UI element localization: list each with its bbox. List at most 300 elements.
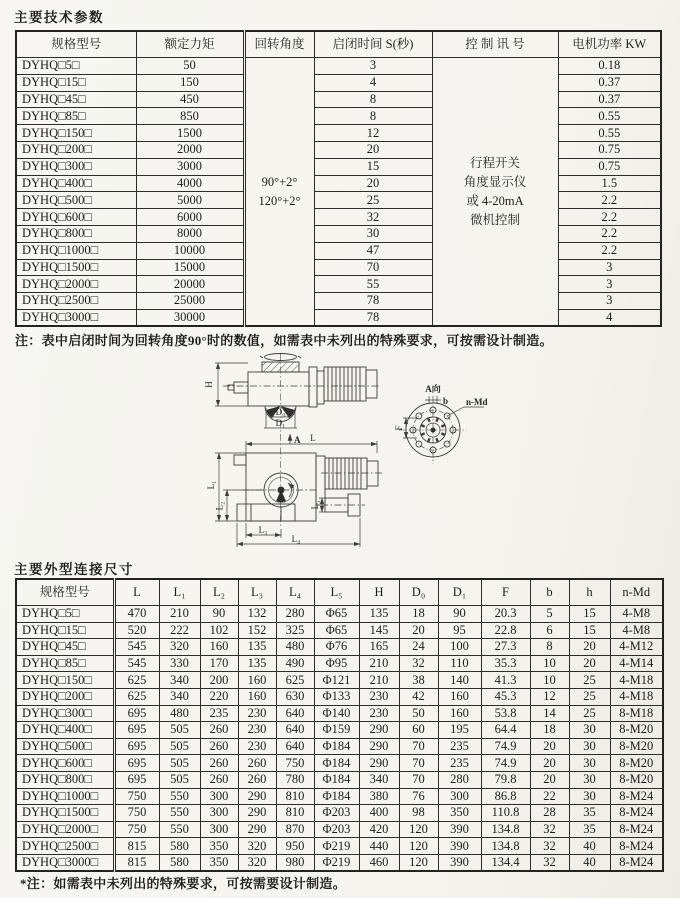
table-cell: 300 xyxy=(200,805,238,822)
table-cell: 290 xyxy=(238,805,276,822)
table-cell: 260 xyxy=(238,771,276,788)
table-cell: 35 xyxy=(569,805,610,822)
table-cell: 640 xyxy=(276,722,314,739)
header-row xyxy=(16,579,663,606)
table-cell: Φ184 xyxy=(314,771,359,788)
table-cell: 260 xyxy=(200,722,238,739)
table-cell: 20.3 xyxy=(481,606,530,623)
table-cell: 8-M24 xyxy=(610,854,663,871)
tech-params-table xyxy=(15,30,662,327)
table-cell: 222 xyxy=(159,622,200,639)
table-cell: 625 xyxy=(114,688,159,705)
table-cell: 0.18 xyxy=(558,58,661,75)
table-cell: 2.2 xyxy=(558,225,661,242)
column-header: 启闭时间 S(秒) xyxy=(314,31,432,58)
column-header: L₁ xyxy=(159,579,200,606)
table-cell: 20 xyxy=(314,141,432,158)
table-cell: 695 xyxy=(114,771,159,788)
table-cell: 815 xyxy=(114,854,159,871)
table-cell: 70 xyxy=(399,771,438,788)
table-cell: 260 xyxy=(200,755,238,772)
table-cell: 134.8 xyxy=(481,838,530,855)
top-view xyxy=(215,354,381,445)
table-cell: 8-M24 xyxy=(610,838,663,855)
table-cell: 30 xyxy=(569,788,610,805)
control-signal-cell: 行程开关 角度显示仪 或 4-20mA 微机控制 xyxy=(432,58,558,327)
table-cell: 280 xyxy=(438,771,481,788)
column-header: H xyxy=(359,579,399,606)
table-cell: 545 xyxy=(114,639,159,656)
table-row xyxy=(16,688,663,705)
dim-label-h: H xyxy=(204,381,214,388)
table-cell: 980 xyxy=(276,854,314,871)
table-cell: DYHQ□45□ xyxy=(16,639,114,656)
table-cell: DYHQ□800□ xyxy=(16,771,114,788)
table-cell: Φ184 xyxy=(314,755,359,772)
table-cell: 20 xyxy=(399,622,438,639)
table-cell: 28 xyxy=(530,805,569,822)
table-cell: DYHQ□300□ xyxy=(16,705,114,722)
table-row xyxy=(16,91,661,108)
column-header: 规格型号 xyxy=(16,579,114,606)
table-cell: 50 xyxy=(399,705,438,722)
table-cell: DYHQ□3000□ xyxy=(16,309,136,326)
table-cell: 470 xyxy=(114,606,159,623)
table-cell: 8-M18 xyxy=(610,705,663,722)
table-cell: 10 xyxy=(530,655,569,672)
table-row xyxy=(16,788,663,805)
table-cell: DYHQ□150□ xyxy=(16,672,114,689)
section2-note: *注：如需表中未列出的特殊要求，可按需要设计制造。 xyxy=(20,876,347,891)
table-row xyxy=(16,755,663,772)
table-cell: 0.55 xyxy=(558,125,661,142)
table-cell: 0.55 xyxy=(558,108,661,125)
dim-label-l4: L₄ xyxy=(291,534,301,544)
table-cell: 134.8 xyxy=(481,821,530,838)
table-cell: 90 xyxy=(438,606,481,623)
table-cell: 60 xyxy=(399,722,438,739)
motor-flange xyxy=(309,367,317,407)
table-cell: 53.8 xyxy=(481,705,530,722)
table-cell: 55 xyxy=(314,276,432,293)
table-cell: 30 xyxy=(314,225,432,242)
table-cell: DYHQ□200□ xyxy=(16,141,136,158)
table-row xyxy=(16,821,663,838)
table-cell: 8-M24 xyxy=(610,805,663,822)
table-cell: 18 xyxy=(399,606,438,623)
table-cell: 140 xyxy=(438,672,481,689)
table-cell: 340 xyxy=(159,688,200,705)
section1-note: 注：表中启闭时间为回转角度90°时的数值，如需表中未列出的特殊要求，可按需设计制造。 xyxy=(15,333,553,348)
table-cell: 8 xyxy=(314,108,432,125)
table-cell: 8000 xyxy=(136,225,244,242)
table-cell: 4-M12 xyxy=(610,639,663,656)
table-cell: 2.2 xyxy=(558,242,661,259)
table-cell: 160 xyxy=(200,639,238,656)
table-cell: 95 xyxy=(438,622,481,639)
table-cell: 8 xyxy=(530,639,569,656)
table-cell: 135 xyxy=(238,639,276,656)
dim-label-d0: D₀ xyxy=(275,407,286,417)
table-cell: 545 xyxy=(114,655,159,672)
table-cell: 132 xyxy=(238,606,276,623)
header-row xyxy=(16,31,661,58)
table-row xyxy=(16,158,661,175)
table-cell: 230 xyxy=(359,688,399,705)
table-cell: 870 xyxy=(276,821,314,838)
table-cell: 160 xyxy=(438,705,481,722)
table-cell: 3 xyxy=(558,293,661,310)
table-cell: DYHQ□2000□ xyxy=(16,821,114,838)
table-cell: 5000 xyxy=(136,192,244,209)
table-cell: 290 xyxy=(238,788,276,805)
table-cell: 695 xyxy=(114,705,159,722)
table-cell: Φ159 xyxy=(314,722,359,739)
table-row xyxy=(16,606,663,623)
table-cell: 330 xyxy=(159,655,200,672)
table-cell: 78 xyxy=(314,309,432,326)
dim-label-f: F xyxy=(394,425,404,431)
table-cell: 350 xyxy=(200,854,238,871)
table-cell: 2.2 xyxy=(558,209,661,226)
table-cell: 25 xyxy=(569,688,610,705)
table-cell: 235 xyxy=(438,755,481,772)
table-cell: DYHQ□85□ xyxy=(16,108,136,125)
table-row xyxy=(16,192,661,209)
table-cell: DYHQ□400□ xyxy=(16,722,114,739)
column-header: n-Md xyxy=(610,579,663,606)
table-row xyxy=(16,141,661,158)
table-cell: 340 xyxy=(359,771,399,788)
table-cell: 120 xyxy=(399,854,438,871)
table-cell: 32 xyxy=(314,209,432,226)
table-cell: 135 xyxy=(238,655,276,672)
table-cell: 8-M20 xyxy=(610,771,663,788)
limit-switch-lever xyxy=(234,455,246,465)
table-cell: 400 xyxy=(359,805,399,822)
table-cell: DYHQ□500□ xyxy=(16,738,114,755)
table-cell: 695 xyxy=(114,738,159,755)
dim-label-l: L xyxy=(310,433,316,443)
table-cell: 4 xyxy=(558,309,661,326)
table-cell: 74.9 xyxy=(481,755,530,772)
table-cell: Φ219 xyxy=(314,854,359,871)
table-row xyxy=(16,175,661,192)
column-header: 电机功率 KW xyxy=(558,31,661,58)
table-cell: 40 xyxy=(569,838,610,855)
table-cell: 290 xyxy=(238,821,276,838)
table-cell: DYHQ□15□ xyxy=(16,74,136,91)
table-cell: 810 xyxy=(276,805,314,822)
motor-cap xyxy=(366,370,377,398)
dim-label-l2: L₂ xyxy=(214,501,225,511)
table-cell: 550 xyxy=(159,805,200,822)
table-cell: 20000 xyxy=(136,276,244,293)
dim-label-l5: L₅ xyxy=(310,500,320,510)
table-cell: 3000 xyxy=(136,158,244,175)
table-cell: 0.37 xyxy=(558,74,661,91)
column-header: L₂ xyxy=(200,579,238,606)
table-cell: 230 xyxy=(238,738,276,755)
table-cell: 750 xyxy=(276,755,314,772)
table-cell: 390 xyxy=(438,821,481,838)
table-cell: 25 xyxy=(314,192,432,209)
table-row xyxy=(16,639,663,656)
table-row xyxy=(16,771,663,788)
table-cell: 625 xyxy=(276,672,314,689)
table-cell: 550 xyxy=(159,821,200,838)
table-cell: 135 xyxy=(359,606,399,623)
table-cell: DYHQ□1500□ xyxy=(16,805,114,822)
table-cell: Φ203 xyxy=(314,821,359,838)
worm-housing xyxy=(262,362,299,372)
table-row xyxy=(16,108,661,125)
table-row xyxy=(16,672,663,689)
table-cell: 22 xyxy=(530,788,569,805)
table-cell: 0.37 xyxy=(558,91,661,108)
table-cell: 750 xyxy=(114,821,159,838)
table-row xyxy=(16,622,663,639)
table-cell: 20 xyxy=(530,738,569,755)
table-cell: 630 xyxy=(276,688,314,705)
table-row xyxy=(16,838,663,855)
table-cell: DYHQ□800□ xyxy=(16,225,136,242)
table-cell: 505 xyxy=(159,771,200,788)
column-header: D₁ xyxy=(438,579,481,606)
dim-label-l1: L₁ xyxy=(206,480,216,490)
table-row xyxy=(16,74,661,91)
table-cell: 235 xyxy=(438,738,481,755)
table-cell: 3 xyxy=(314,58,432,75)
table-cell: 505 xyxy=(159,722,200,739)
table-cell: 200 xyxy=(200,672,238,689)
table-cell: 4-M8 xyxy=(610,606,663,623)
technical-drawing xyxy=(115,350,675,555)
table-cell: 79.8 xyxy=(481,771,530,788)
table-cell: 580 xyxy=(159,838,200,855)
table-cell: 810 xyxy=(276,788,314,805)
table-row xyxy=(16,705,663,722)
table-cell: Φ203 xyxy=(314,805,359,822)
table-cell: 280 xyxy=(276,606,314,623)
table-cell: 3 xyxy=(558,276,661,293)
table-cell: 14 xyxy=(530,705,569,722)
table-cell: 640 xyxy=(276,705,314,722)
table-cell: 350 xyxy=(200,838,238,855)
table-row xyxy=(16,125,661,142)
table-cell: DYHQ□600□ xyxy=(16,209,136,226)
table-cell: 15 xyxy=(314,158,432,175)
dim-label-d1: D₁ xyxy=(275,418,286,428)
table-row xyxy=(16,309,661,326)
table-cell: Φ95 xyxy=(314,655,359,672)
table-cell: 320 xyxy=(238,854,276,871)
table-cell: Φ121 xyxy=(314,672,359,689)
table-cell: 170 xyxy=(200,655,238,672)
table-cell: 35.3 xyxy=(481,655,530,672)
table-cell: 4-M18 xyxy=(610,688,663,705)
table-cell: 260 xyxy=(200,738,238,755)
table-row xyxy=(16,805,663,822)
table-row xyxy=(16,738,663,755)
table-cell: 8 xyxy=(314,91,432,108)
table-cell: 32 xyxy=(530,854,569,871)
table-cell: 165 xyxy=(359,639,399,656)
table-cell: 145 xyxy=(359,622,399,639)
table-cell: 25 xyxy=(569,705,610,722)
table-cell: 27.3 xyxy=(481,639,530,656)
table-cell: 550 xyxy=(159,788,200,805)
table-cell: 86.8 xyxy=(481,788,530,805)
column-header: L xyxy=(114,579,159,606)
section1-title: 主要技术参数 xyxy=(14,10,104,26)
view-a-label: A向 xyxy=(425,384,441,394)
table-cell: 4-M18 xyxy=(610,672,663,689)
table-cell: 505 xyxy=(159,755,200,772)
table-cell: 40 xyxy=(569,854,610,871)
table-cell: 20 xyxy=(314,175,432,192)
table-cell: 390 xyxy=(438,838,481,855)
column-header: 控 制 讯 号 xyxy=(432,31,558,58)
dimensions-table xyxy=(15,578,664,872)
table-cell: 8-M20 xyxy=(610,755,663,772)
table-cell: 15000 xyxy=(136,259,244,276)
table-cell: 815 xyxy=(114,838,159,855)
table-cell: 6000 xyxy=(136,209,244,226)
column-header: 额定力矩 xyxy=(136,31,244,58)
table-cell: Φ184 xyxy=(314,738,359,755)
table-cell: 98 xyxy=(399,805,438,822)
table-cell: 160 xyxy=(238,672,276,689)
table-row xyxy=(16,58,661,75)
table-cell: 74.9 xyxy=(481,738,530,755)
side-view xyxy=(215,441,383,547)
table-cell: Φ133 xyxy=(314,688,359,705)
table-cell: 195 xyxy=(438,722,481,739)
column-header: D₀ xyxy=(399,579,438,606)
dim-label-b: b xyxy=(443,396,449,406)
table-cell: 100 xyxy=(438,639,481,656)
table-cell: 35 xyxy=(569,821,610,838)
table-cell: DYHQ□2500□ xyxy=(16,293,136,310)
table-cell: 490 xyxy=(276,655,314,672)
table-cell: 10000 xyxy=(136,242,244,259)
table-cell: 440 xyxy=(359,838,399,855)
table-cell: 4000 xyxy=(136,175,244,192)
table-cell: 38 xyxy=(399,672,438,689)
table-cell: 520 xyxy=(114,622,159,639)
table-cell: 110.8 xyxy=(481,805,530,822)
table-cell: 210 xyxy=(159,606,200,623)
table-cell: 8-M24 xyxy=(610,788,663,805)
column-header: L₄ xyxy=(276,579,314,606)
table-cell: DYHQ□1000□ xyxy=(16,242,136,259)
table-cell: 152 xyxy=(238,622,276,639)
table-cell: 150 xyxy=(136,74,244,91)
table-cell: 70 xyxy=(399,738,438,755)
table-cell: 30 xyxy=(569,755,610,772)
table-cell: 70 xyxy=(314,259,432,276)
table-cell: 15 xyxy=(569,606,610,623)
table-cell: 450 xyxy=(136,91,244,108)
table-cell: 41.3 xyxy=(481,672,530,689)
table-cell: 25 xyxy=(569,672,610,689)
table-cell: 260 xyxy=(200,771,238,788)
table-cell: 210 xyxy=(359,655,399,672)
table-cell: 260 xyxy=(238,755,276,772)
table-cell: 235 xyxy=(200,705,238,722)
table-cell: 120 xyxy=(399,838,438,855)
table-cell: 78 xyxy=(314,293,432,310)
table-cell: 20 xyxy=(569,655,610,672)
gearbox-body xyxy=(248,372,309,406)
table-cell: 480 xyxy=(159,705,200,722)
table-cell: 505 xyxy=(159,738,200,755)
table-cell: 0.75 xyxy=(558,158,661,175)
table-cell: 380 xyxy=(359,788,399,805)
dim-label-l3: L₃ xyxy=(258,525,268,535)
table-cell: 4-M8 xyxy=(610,622,663,639)
table-cell: Φ65 xyxy=(314,622,359,639)
table-cell: 64.4 xyxy=(481,722,530,739)
table-cell: 134.4 xyxy=(481,854,530,871)
table-row xyxy=(16,259,661,276)
table-cell: 25000 xyxy=(136,293,244,310)
table-cell: 160 xyxy=(438,688,481,705)
table-cell: DYHQ□1500□ xyxy=(16,259,136,276)
table-cell: 32 xyxy=(399,655,438,672)
table-cell: 780 xyxy=(276,771,314,788)
table-cell: 42 xyxy=(399,688,438,705)
table-cell: DYHQ□200□ xyxy=(16,688,114,705)
table-cell: DYHQ□2500□ xyxy=(16,838,114,855)
table-cell: 120 xyxy=(399,821,438,838)
table-cell: 45.3 xyxy=(481,688,530,705)
column-header: L₅ xyxy=(314,579,359,606)
table-cell: 420 xyxy=(359,821,399,838)
table-cell: DYHQ□45□ xyxy=(16,91,136,108)
table-cell: 110 xyxy=(438,655,481,672)
table-cell: 230 xyxy=(238,705,276,722)
table-cell: 1500 xyxy=(136,125,244,142)
table-cell: 3 xyxy=(558,259,661,276)
table-cell: 2000 xyxy=(136,141,244,158)
table-cell: 290 xyxy=(359,722,399,739)
table-row xyxy=(16,276,661,293)
table-cell: DYHQ□2000□ xyxy=(16,276,136,293)
table-cell: 30 xyxy=(569,771,610,788)
table-cell: DYHQ□5□ xyxy=(16,58,136,75)
column-header: h xyxy=(569,579,610,606)
table-cell: 480 xyxy=(276,639,314,656)
column-header: b xyxy=(530,579,569,606)
section2-title: 主要外型连接尺寸 xyxy=(14,562,134,578)
table-cell: 2.2 xyxy=(558,192,661,209)
table-cell: 320 xyxy=(238,838,276,855)
table-cell: DYHQ□1000□ xyxy=(16,788,114,805)
table-cell: 230 xyxy=(359,705,399,722)
column-header: 规格型号 xyxy=(16,31,136,58)
table-cell: 580 xyxy=(159,854,200,871)
table-cell: 8-M20 xyxy=(610,722,663,739)
table-cell: 6 xyxy=(530,622,569,639)
table-cell: DYHQ□500□ xyxy=(16,192,136,209)
table-cell: 210 xyxy=(359,672,399,689)
table-cell: 70 xyxy=(399,755,438,772)
table-cell: 0.75 xyxy=(558,141,661,158)
table-cell: 695 xyxy=(114,722,159,739)
table-cell: 4 xyxy=(314,74,432,91)
